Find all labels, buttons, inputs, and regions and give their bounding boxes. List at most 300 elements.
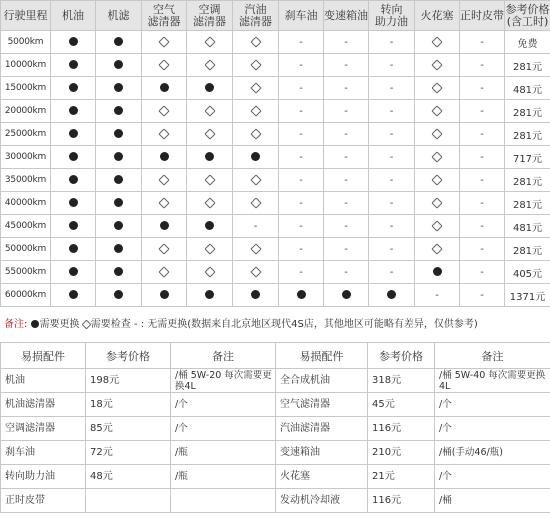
service-mark-cell	[142, 146, 187, 169]
none-dash-icon: -	[299, 105, 303, 117]
check-diamond-icon	[250, 36, 261, 47]
service-mark-cell	[96, 31, 142, 54]
part-price-cell: 85元	[86, 417, 171, 441]
service-mark-cell	[142, 261, 187, 284]
check-diamond-icon	[158, 197, 169, 208]
schedule-row	[1, 123, 550, 146]
service-mark-cell	[415, 123, 460, 146]
parts-row	[1, 417, 550, 441]
service-mark-cell	[369, 261, 415, 284]
service-mark-cell	[142, 215, 187, 238]
part-price-cell: 72元	[86, 441, 171, 465]
service-mark-cell	[233, 123, 279, 146]
part-name-cell: 空调滤清器	[1, 417, 86, 441]
service-mark-cell	[96, 192, 142, 215]
part-price-cell: 198元	[86, 369, 171, 393]
replace-dot-icon	[114, 175, 123, 184]
none-dash-icon: -	[344, 82, 348, 94]
service-mark-cell	[187, 284, 233, 307]
check-diamond-icon	[204, 128, 215, 139]
none-dash-icon: -	[344, 105, 348, 117]
replace-dot-icon	[69, 60, 78, 69]
service-mark-cell	[369, 77, 415, 100]
service-mark-cell	[51, 169, 96, 192]
service-mark-cell	[369, 54, 415, 77]
service-mark-cell	[460, 77, 505, 100]
replace-dot-icon	[69, 244, 78, 253]
none-dash-icon: -	[389, 128, 394, 140]
replace-dot-icon	[69, 37, 78, 46]
part-note-cell: /桶(手动46/瓶)	[435, 441, 550, 465]
schedule-header-row	[1, 1, 550, 31]
service-mark-cell	[460, 31, 505, 54]
service-mark-cell	[279, 215, 324, 238]
parts-header-cell: 备注	[435, 343, 550, 369]
replace-dot-icon	[114, 198, 123, 207]
check-diamond-icon	[204, 243, 215, 254]
service-mark-cell	[96, 284, 142, 307]
replace-dot-icon	[69, 83, 78, 92]
none-dash-icon: -	[389, 105, 394, 117]
schedule-header-cell: 机滤	[96, 1, 142, 31]
none-dash-icon: -	[344, 174, 348, 186]
none-dash-icon: -	[344, 128, 348, 140]
replace-dot-icon	[114, 106, 123, 115]
replace-dot-icon	[69, 106, 78, 115]
service-mark-cell	[142, 238, 187, 261]
service-mark-cell	[460, 123, 505, 146]
service-mark-cell	[96, 54, 142, 77]
service-mark-cell	[142, 192, 187, 215]
replace-dot-icon	[387, 290, 396, 299]
service-mark-cell	[51, 238, 96, 261]
check-diamond-icon	[431, 220, 442, 231]
reference-price-cell: 405元	[505, 261, 550, 284]
service-mark-cell	[324, 238, 369, 261]
mileage-cell: 60000km	[1, 284, 51, 307]
replace-dot-icon	[297, 290, 306, 299]
service-mark-cell	[233, 54, 279, 77]
service-mark-cell	[460, 284, 505, 307]
service-mark-cell	[279, 192, 324, 215]
service-mark-cell	[369, 238, 415, 261]
service-mark-cell	[142, 284, 187, 307]
parts-header-cell: 参考价格	[368, 343, 435, 369]
none-dash-icon: -	[299, 151, 303, 163]
service-mark-cell	[279, 169, 324, 192]
service-mark-cell	[279, 100, 324, 123]
parts-price-table	[0, 342, 550, 513]
part-price-cell	[86, 489, 171, 513]
part-note-cell: /个	[435, 465, 550, 489]
service-mark-cell	[279, 123, 324, 146]
service-mark-cell	[415, 192, 460, 215]
check-diamond-icon	[204, 266, 215, 277]
check-diamond-icon	[158, 59, 169, 70]
service-mark-cell	[324, 54, 369, 77]
service-mark-cell	[415, 215, 460, 238]
none-dash-icon: -	[480, 36, 484, 48]
check-diamond-icon	[250, 243, 261, 254]
check-diamond-icon	[158, 174, 169, 185]
mileage-cell: 10000km	[1, 54, 51, 77]
replace-dot-icon	[114, 60, 123, 69]
replace-dot-icon	[205, 290, 214, 299]
service-mark-cell	[233, 192, 279, 215]
schedule-row	[1, 146, 550, 169]
legend-note	[0, 314, 550, 336]
mileage-cell: 35000km	[1, 169, 51, 192]
service-mark-cell	[415, 146, 460, 169]
parts-row	[1, 441, 550, 465]
check-diamond-icon	[250, 128, 261, 139]
parts-header-cell: 参考价格	[86, 343, 171, 369]
service-mark-cell	[142, 77, 187, 100]
part-note-cell: /桶 5W-40 每次需要更换4L	[435, 369, 550, 393]
none-dash-icon: -	[344, 36, 348, 48]
none-dash-icon: -	[480, 243, 484, 255]
check-diamond-icon	[431, 243, 442, 254]
none-dash-icon: -	[299, 243, 303, 255]
none-dash-icon: -	[480, 82, 484, 94]
service-mark-cell	[279, 77, 324, 100]
service-mark-cell	[415, 284, 460, 307]
replace-dot-icon	[251, 290, 260, 299]
part-note-cell: /个	[171, 417, 276, 441]
service-mark-cell	[142, 31, 187, 54]
replace-dot-icon	[160, 221, 169, 230]
service-mark-cell	[51, 215, 96, 238]
service-mark-cell	[96, 146, 142, 169]
mileage-cell: 5000km	[1, 31, 51, 54]
service-mark-cell	[324, 31, 369, 54]
part-price-cell: 45元	[368, 393, 435, 417]
check-diamond-icon	[431, 59, 442, 70]
schedule-header-cell: 参考价格 (含工时)	[505, 1, 550, 31]
service-mark-cell	[187, 146, 233, 169]
none-dash-icon: -	[344, 220, 348, 232]
service-mark-cell	[324, 261, 369, 284]
legend-source-note: (数据来自北京地区现代4S店，其他地区可能略有差异，仅供参考)	[187, 319, 478, 330]
parts-header-cell: 易损配件	[1, 343, 86, 369]
parts-header-cell: 易损配件	[276, 343, 368, 369]
service-mark-cell	[324, 284, 369, 307]
check-diamond-icon	[250, 82, 261, 93]
replace-dot-icon	[205, 152, 214, 161]
check-diamond-icon	[250, 105, 261, 116]
none-dash-icon: -	[480, 266, 484, 278]
schedule-row	[1, 31, 550, 54]
part-price-cell: 210元	[368, 441, 435, 465]
mileage-cell: 30000km	[1, 146, 51, 169]
service-mark-cell	[187, 123, 233, 146]
reference-price-cell: 281元	[505, 238, 550, 261]
service-mark-cell	[51, 146, 96, 169]
service-mark-cell	[324, 192, 369, 215]
mileage-cell: 40000km	[1, 192, 51, 215]
replace-dot-icon	[114, 244, 123, 253]
schedule-row	[1, 215, 550, 238]
schedule-row	[1, 284, 550, 307]
part-price-cell: 116元	[368, 489, 435, 513]
check-diamond-icon	[204, 59, 215, 70]
none-dash-icon: -	[435, 289, 439, 301]
service-mark-cell	[233, 77, 279, 100]
mileage-cell: 20000km	[1, 100, 51, 123]
reference-price-cell: 281元	[505, 54, 550, 77]
service-mark-cell	[460, 192, 505, 215]
none-dash-icon: -	[299, 82, 303, 94]
reference-price-cell: 免费	[505, 31, 550, 54]
part-note-cell: /瓶	[171, 465, 276, 489]
reference-price-cell: 1371元	[505, 284, 550, 307]
service-mark-cell	[96, 100, 142, 123]
none-dash-icon: -	[480, 174, 484, 186]
service-mark-cell	[96, 238, 142, 261]
replace-dot-icon	[69, 129, 78, 138]
reference-price-cell: 281元	[505, 192, 550, 215]
service-mark-cell	[415, 77, 460, 100]
parts-header-row	[1, 343, 550, 369]
part-name-cell: 转向助力油	[1, 465, 86, 489]
service-mark-cell	[324, 123, 369, 146]
service-mark-cell	[460, 100, 505, 123]
none-dash-icon: -	[299, 59, 303, 71]
part-name-cell: 刹车油	[1, 441, 86, 465]
none-dash-icon: -	[480, 289, 484, 301]
part-name-cell: 火花塞	[276, 465, 368, 489]
none-dash-icon: -	[344, 197, 348, 209]
check-diamond-icon	[250, 266, 261, 277]
check-diamond-icon	[431, 197, 442, 208]
service-mark-cell	[142, 169, 187, 192]
replace-dot-icon	[69, 221, 78, 230]
none-dash-icon: -	[344, 243, 348, 255]
replace-dot-icon	[114, 290, 123, 299]
check-diamond-icon	[431, 128, 442, 139]
service-mark-cell	[415, 31, 460, 54]
check-diamond-icon	[431, 82, 442, 93]
replace-dot-icon	[251, 152, 260, 161]
replace-dot-icon	[160, 290, 169, 299]
service-mark-cell	[51, 123, 96, 146]
reference-price-cell: 481元	[505, 215, 550, 238]
mileage-cell: 25000km	[1, 123, 51, 146]
service-mark-cell	[415, 238, 460, 261]
part-note-cell: /个	[171, 393, 276, 417]
parts-row	[1, 465, 550, 489]
service-mark-cell	[187, 77, 233, 100]
part-name-cell: 机油	[1, 369, 86, 393]
part-note-cell: /个	[435, 417, 550, 441]
part-price-cell: 18元	[86, 393, 171, 417]
part-note-cell: /个	[435, 393, 550, 417]
mileage-cell: 55000km	[1, 261, 51, 284]
check-diamond-icon	[431, 36, 442, 47]
none-dash-icon: -	[299, 197, 303, 209]
schedule-row	[1, 261, 550, 284]
service-mark-cell	[187, 100, 233, 123]
check-diamond-icon	[158, 105, 169, 116]
replace-dot-icon	[160, 152, 169, 161]
service-mark-cell	[142, 123, 187, 146]
part-price-cell: 318元	[368, 369, 435, 393]
none-dash-icon: -	[389, 243, 394, 255]
service-mark-cell	[369, 123, 415, 146]
service-mark-cell	[96, 261, 142, 284]
none-dash-icon: -	[480, 59, 484, 71]
service-mark-cell	[415, 100, 460, 123]
service-mark-cell	[279, 31, 324, 54]
replace-dot-icon	[342, 290, 351, 299]
reference-price-cell: 281元	[505, 100, 550, 123]
service-mark-cell	[51, 192, 96, 215]
replace-dot-icon	[114, 267, 123, 276]
schedule-row	[1, 169, 550, 192]
replace-dot-icon	[69, 198, 78, 207]
replace-dot-icon	[114, 83, 123, 92]
replace-dot-icon	[69, 175, 78, 184]
service-mark-cell	[187, 215, 233, 238]
schedule-header-cell: 变速箱油	[324, 1, 369, 31]
replace-dot-icon	[69, 290, 78, 299]
legend-label: 备注:	[4, 319, 28, 330]
schedule-row	[1, 192, 550, 215]
filled-dot-icon	[31, 320, 39, 328]
part-note-cell: /瓶	[171, 441, 276, 465]
service-mark-cell	[279, 261, 324, 284]
none-dash-icon: -	[389, 36, 394, 48]
service-mark-cell	[233, 215, 279, 238]
service-mark-cell	[51, 284, 96, 307]
service-mark-cell	[96, 215, 142, 238]
part-name-cell: 变速箱油	[276, 441, 368, 465]
service-mark-cell	[187, 169, 233, 192]
service-mark-cell	[51, 54, 96, 77]
check-diamond-icon	[158, 128, 169, 139]
check-diamond-icon	[250, 174, 261, 185]
replace-dot-icon	[205, 221, 214, 230]
service-mark-cell	[369, 169, 415, 192]
schedule-row	[1, 238, 550, 261]
service-mark-cell	[233, 284, 279, 307]
none-dash-icon: -	[299, 128, 303, 140]
service-mark-cell	[369, 284, 415, 307]
service-mark-cell	[460, 215, 505, 238]
none-dash-icon: -	[389, 266, 394, 278]
service-mark-cell	[279, 284, 324, 307]
replace-dot-icon	[114, 221, 123, 230]
none-dash-icon: -	[389, 59, 394, 71]
check-diamond-icon	[204, 105, 215, 116]
none-dash-icon: -	[389, 82, 394, 94]
replace-dot-icon	[114, 37, 123, 46]
schedule-header-cell: 机油	[51, 1, 96, 31]
part-name-cell: 全合成机油	[276, 369, 368, 393]
none-dash-icon: -	[389, 174, 394, 186]
service-mark-cell	[233, 146, 279, 169]
service-mark-cell	[51, 261, 96, 284]
legend-check: 需要检查	[90, 319, 131, 330]
check-diamond-icon	[158, 243, 169, 254]
service-mark-cell	[324, 215, 369, 238]
replace-dot-icon	[69, 267, 78, 276]
service-mark-cell	[96, 123, 142, 146]
none-dash-icon: -	[480, 105, 484, 117]
schedule-header-cell: 汽油 滤清器	[233, 1, 279, 31]
reference-price-cell: 281元	[505, 169, 550, 192]
schedule-row	[1, 77, 550, 100]
service-mark-cell	[369, 100, 415, 123]
part-price-cell: 116元	[368, 417, 435, 441]
service-mark-cell	[187, 238, 233, 261]
service-mark-cell	[324, 146, 369, 169]
replace-dot-icon	[114, 152, 123, 161]
service-mark-cell	[233, 100, 279, 123]
check-diamond-icon	[158, 266, 169, 277]
service-mark-cell	[233, 261, 279, 284]
service-mark-cell	[460, 261, 505, 284]
reference-price-cell: 281元	[505, 123, 550, 146]
service-mark-cell	[233, 169, 279, 192]
service-mark-cell	[51, 77, 96, 100]
schedule-header-cell: 刹车油	[279, 1, 324, 31]
service-mark-cell	[415, 54, 460, 77]
none-dash-icon: -	[344, 151, 348, 163]
check-diamond-icon	[158, 36, 169, 47]
schedule-row	[1, 100, 550, 123]
service-mark-cell	[51, 100, 96, 123]
schedule-header-cell: 正时皮带	[460, 1, 505, 31]
none-dash-icon: -	[299, 36, 303, 48]
service-mark-cell	[369, 192, 415, 215]
service-mark-cell	[96, 169, 142, 192]
none-dash-icon: -	[389, 220, 394, 232]
check-diamond-icon	[204, 36, 215, 47]
service-mark-cell	[233, 31, 279, 54]
part-price-cell: 48元	[86, 465, 171, 489]
schedule-header-cell: 行驶里程	[1, 1, 51, 31]
service-mark-cell	[279, 146, 324, 169]
reference-price-cell: 481元	[505, 77, 550, 100]
service-mark-cell	[369, 215, 415, 238]
replace-dot-icon	[160, 83, 169, 92]
none-dash-icon: -	[480, 128, 484, 140]
parts-row	[1, 393, 550, 417]
none-dash-icon: -	[389, 151, 394, 163]
parts-header-cell: 备注	[171, 343, 276, 369]
check-diamond-icon	[250, 197, 261, 208]
none-dash-icon: -	[344, 59, 348, 71]
hollow-diamond-icon	[81, 319, 91, 329]
service-mark-cell	[460, 238, 505, 261]
none-dash-icon: -	[480, 220, 484, 232]
schedule-row	[1, 54, 550, 77]
service-mark-cell	[279, 54, 324, 77]
mileage-cell: 50000km	[1, 238, 51, 261]
part-note-cell: /桶	[435, 489, 550, 513]
service-mark-cell	[460, 169, 505, 192]
mileage-cell: 15000km	[1, 77, 51, 100]
service-mark-cell	[415, 261, 460, 284]
parts-row	[1, 369, 550, 393]
service-mark-cell	[324, 100, 369, 123]
service-mark-cell	[460, 146, 505, 169]
legend-none: - : 无需更换	[133, 319, 188, 330]
check-diamond-icon	[204, 174, 215, 185]
replace-dot-icon	[433, 267, 442, 276]
schedule-header-cell: 转向 助力油	[369, 1, 415, 31]
